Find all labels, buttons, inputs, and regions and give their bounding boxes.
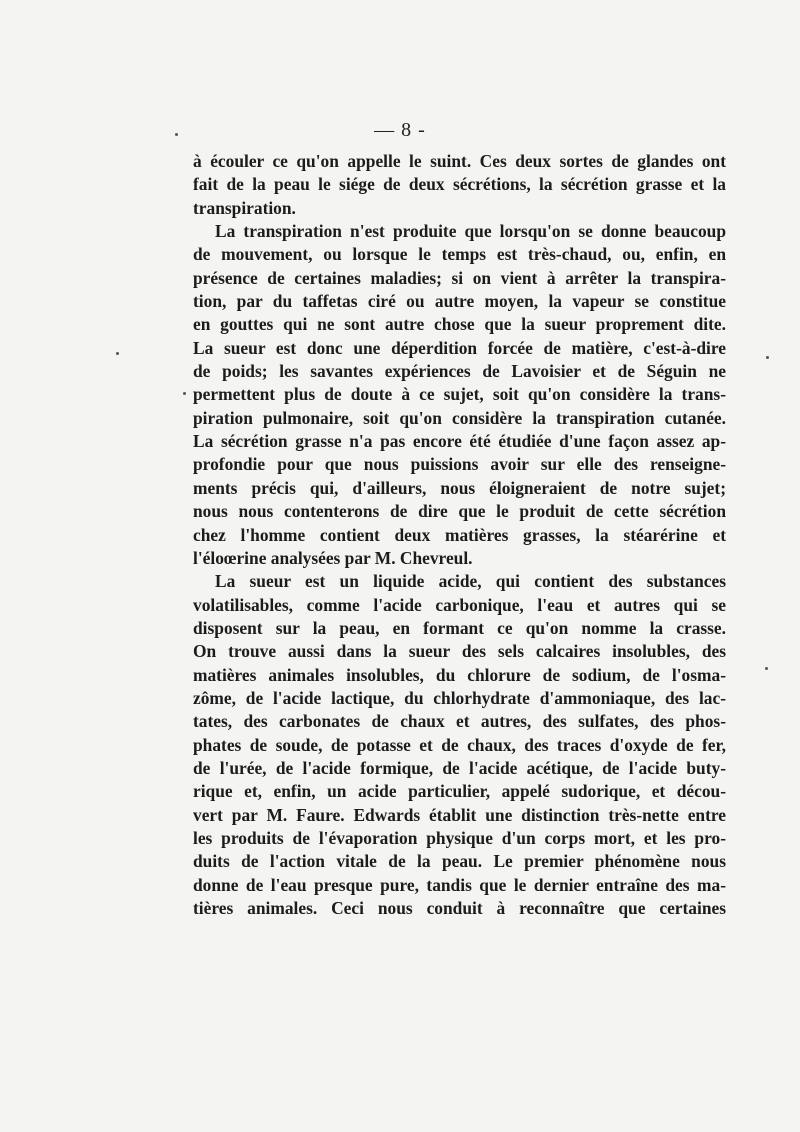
text-line: piration pulmonaire, soit qu'on considère la transpiration cutanée.: [193, 407, 726, 428]
margin-speck: [175, 133, 178, 136]
text-line: tières animales. Ceci nous conduit à reconnaître que certaines: [193, 898, 726, 918]
text-line: ments précis qui, d'ailleurs, nous éloigneraient de notre sujet;: [193, 477, 726, 498]
text-line: les produits de l'évaporation physique d'un corps mort, et les pro-: [193, 827, 726, 848]
margin-speck: [183, 392, 186, 395]
text-line: matières animales insolubles, du chlorure de sodium, de l'osma-: [193, 664, 726, 685]
text-line: phates de soude, de potasse et de chaux, des traces d'oxyde de fer,: [193, 734, 726, 755]
text-line: vert par M. Faure. Edwards établit une distinction très-nette entre: [193, 804, 726, 825]
text-line: de l'urée, de l'acide formique, de l'acide acétique, de l'acide buty-: [193, 757, 726, 778]
text-line: rique et, enfin, un acide particulier, appelé sudorique, et décou-: [193, 781, 726, 802]
text-line: nous nous contenterons de dire que le produit de cette sécrétion: [193, 501, 726, 522]
text-line: permettent plus de doute à ce sujet, soit qu'on considère la trans-: [193, 384, 726, 405]
text-line: volatilisables, comme l'acide carbonique, l'eau et autres qui se: [193, 594, 726, 615]
text-line: tion, par du taffetas ciré ou autre moyen, la vapeur se constitue: [193, 291, 726, 312]
text-line: à écouler ce qu'on appelle le suint. Ces deux sortes de glandes ont: [193, 151, 726, 171]
text-line: disposent sur la peau, en formant ce qu'on nomme la crasse.: [193, 617, 726, 638]
text-line: zôme, de l'acide lactique, du chlorhydrate d'ammoniaque, des lac-: [193, 687, 726, 708]
text-line: La sueur est un liquide acide, qui contient des substances: [215, 571, 726, 592]
text-line: transpiration.: [193, 197, 296, 218]
text-line: On trouve aussi dans la sueur des sels calcaires insolubles, des: [193, 641, 726, 662]
text-line: en gouttes qui ne sont autre chose que la sueur proprement dite.: [193, 314, 726, 335]
text-line: La sécrétion grasse n'a pas encore été étudiée d'une façon assez ap-: [193, 431, 726, 452]
text-line: de poids; les savantes expériences de Lavoisier et de Séguin ne: [193, 361, 726, 382]
text-line: de mouvement, ou lorsque le temps est très-chaud, ou, enfin, en: [193, 244, 726, 265]
margin-speck: [116, 352, 119, 355]
text-line: présence de certaines maladies; si on vient à arrêter la transpira-: [193, 267, 726, 288]
text-line: chez l'homme contient deux matières grasses, la stéarérine et: [193, 524, 726, 545]
text-line: l'éloœrine analysées par M. Chevreul.: [193, 547, 473, 568]
text-line: tates, des carbonates de chaux et autres, des sulfates, des phos-: [193, 711, 726, 732]
text-line: La sueur est donc une déperdition forcée de matière, c'est-à-dire: [193, 337, 726, 358]
text-line: donne de l'eau presque pure, tandis que le dernier entraîne des ma-: [193, 874, 726, 895]
text-line: fait de la peau le siége de deux sécrétions, la sécrétion grasse et la: [193, 174, 726, 195]
text-line: duits de l'action vitale de la peau. Le premier phénomène nous: [193, 851, 726, 872]
text-line: La transpiration n'est produite que lorsqu'on se donne beaucoup: [215, 221, 726, 242]
text-line: profondie pour que nous puissions avoir sur elle des renseigne-: [193, 454, 726, 475]
margin-speck: [766, 356, 769, 359]
margin-speck: [765, 667, 768, 670]
page-number: — 8 -: [374, 119, 426, 141]
body-text: [193, 150, 726, 920]
